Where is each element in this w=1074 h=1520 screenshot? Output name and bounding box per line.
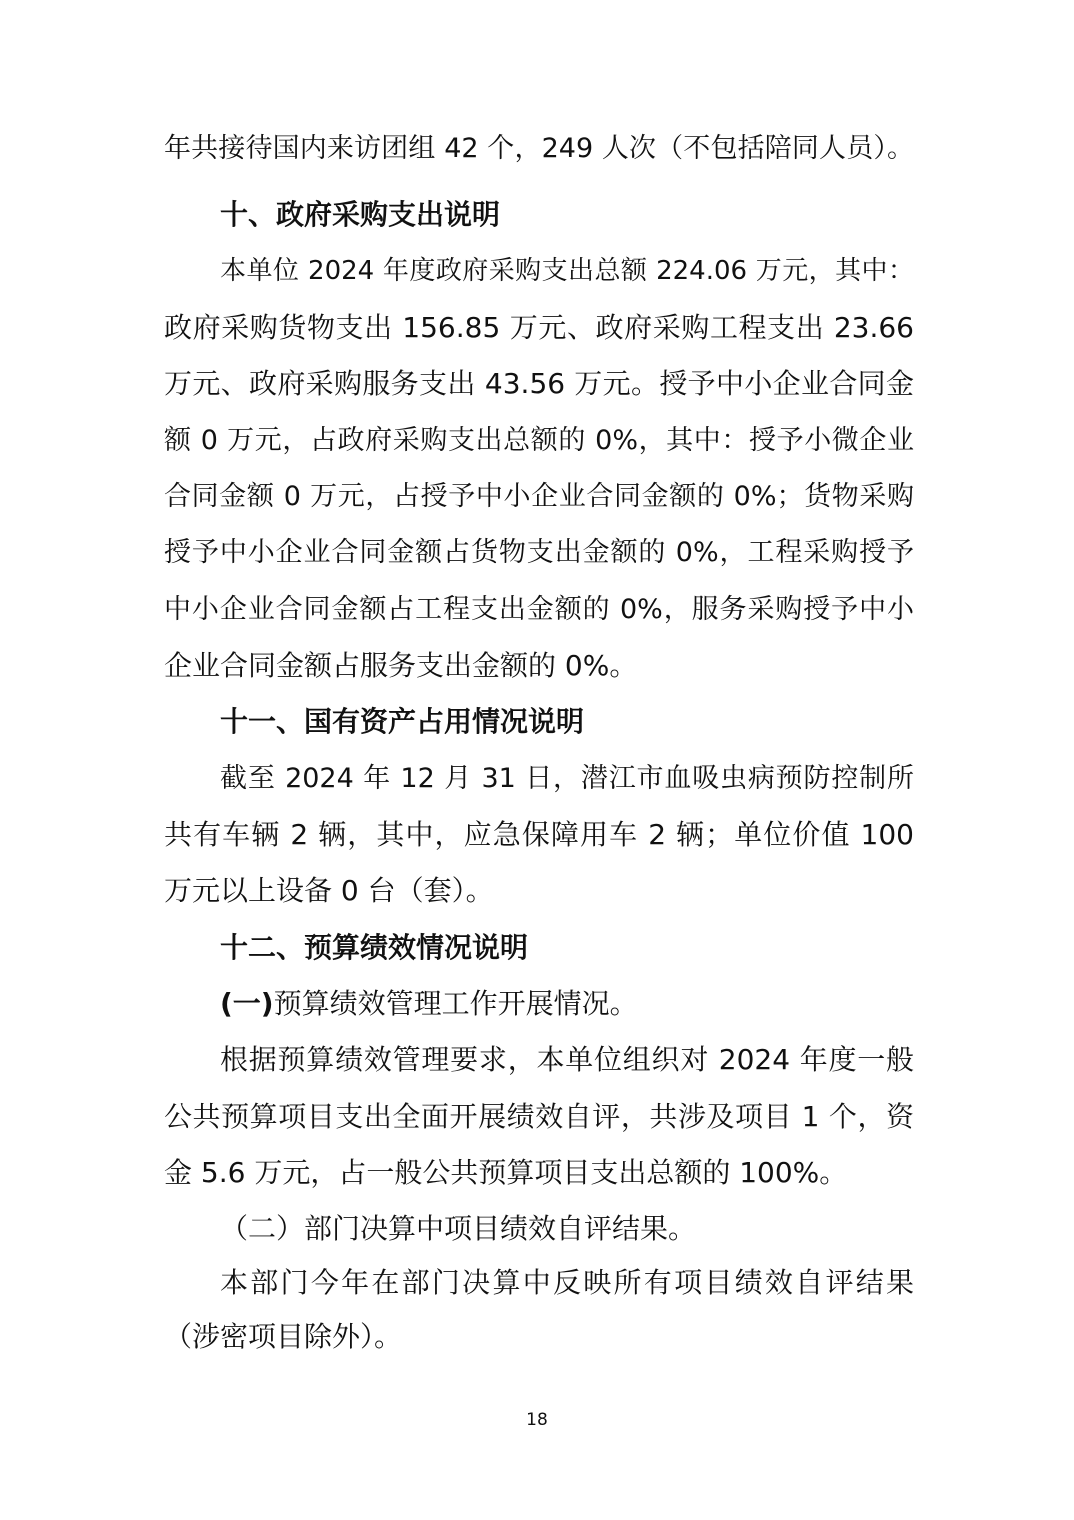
paragraph-line: 合同金额 0 万元，占授予中小企业合同金额的 0%；货物采购 xyxy=(164,481,914,512)
subsection-title: 预算绩效管理工作开展情况。 xyxy=(273,987,638,1020)
paragraph-line: 额 0 万元，占政府采购支出总额的 0%，其中：授予小微企业 xyxy=(164,425,914,456)
paragraph-line: 本部门今年在部门决算中反映所有项目绩效自评结果 xyxy=(220,1266,914,1299)
paragraph-line: 中小企业合同金额占工程支出金额的 0%，服务采购授予中小 xyxy=(164,594,914,625)
paragraph-line: 本单位 2024 年度政府采购支出总额 224.06 万元，其中： xyxy=(220,256,914,286)
section-heading-10: 十、政府采购支出说明 xyxy=(220,198,501,231)
paragraph-line: 截至 2024 年 12 月 31 日，潜江市血吸虫病预防控制所 xyxy=(220,763,914,794)
paragraph-line: 年共接待国内来访团组 42 个，249 人次（不包括陪同人员）。 xyxy=(164,133,914,164)
subsection-heading-1 xyxy=(220,982,914,1026)
section-heading-12: 十二、预算绩效情况说明 xyxy=(220,931,529,964)
paragraph-line: 万元以上设备 0 台（套）。 xyxy=(164,874,494,907)
paragraph-line: 万元、政府采购服务支出 43.56 万元。授予中小企业合同金 xyxy=(164,367,914,400)
paragraph-line: 企业合同金额占服务支出金额的 0%。 xyxy=(164,649,638,682)
paragraph-line: 根据预算绩效管理要求，本单位组织对 2024 年度一般 xyxy=(220,1043,914,1076)
page-number: 18 xyxy=(526,1410,548,1430)
paragraph-line: 公共预算项目支出全面开展绩效自评，共涉及项目 1 个，资 xyxy=(164,1100,914,1133)
subsection-number: (一) xyxy=(220,987,274,1020)
section-heading-11: 十一、国有资产占用情况说明 xyxy=(220,705,585,738)
paragraph-line: 共有车辆 2 辆，其中，应急保障用车 2 辆；单位价值 100 xyxy=(164,818,914,851)
paragraph-line: 授予中小企业合同金额占货物支出金额的 0%，工程采购授予 xyxy=(164,537,914,568)
subsection-heading-2: （二）部门决算中项目绩效自评结果。 xyxy=(220,1212,697,1245)
paragraph-line: 政府采购货物支出 156.85 万元、政府采购工程支出 23.66 xyxy=(164,311,914,344)
paragraph-line: （涉密项目除外）。 xyxy=(164,1320,403,1353)
paragraph-line: 金 5.6 万元，占一般公共预算项目支出总额的 100%。 xyxy=(164,1156,848,1189)
